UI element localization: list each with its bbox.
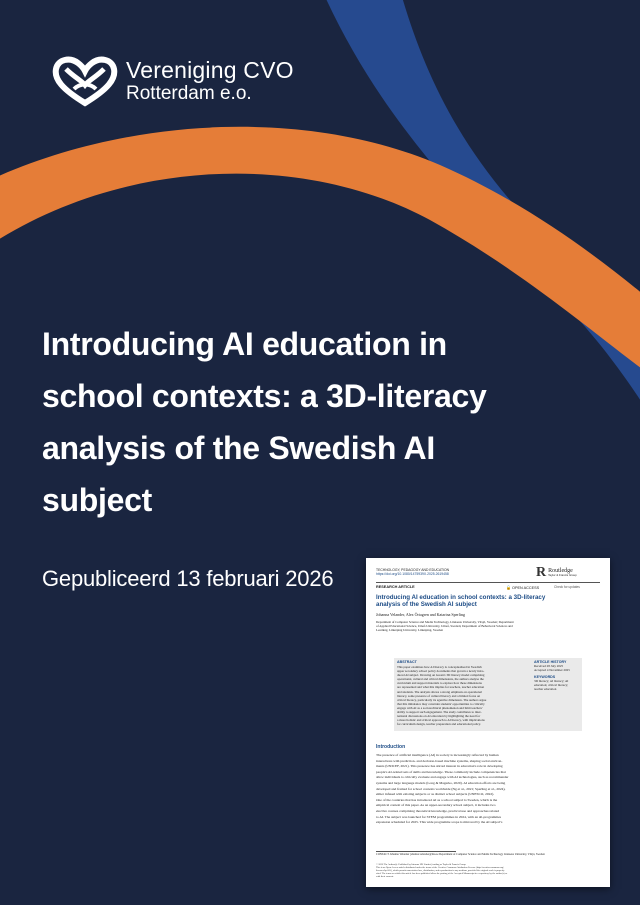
intro-text — [376, 753, 604, 826]
keywords-line: 3D literacy; AI literacy; AI — [534, 679, 569, 683]
title-line: subject — [42, 482, 152, 518]
keywords-label: KEYWORDS — [534, 675, 556, 679]
intro-line: One of the countries that has introduced AI as a school subject is Sweden, which is the — [376, 797, 498, 802]
abstract-line: critical literacy, particularly its agentive dimension. The authors argue — [397, 697, 487, 702]
history-line: Received 28 July 2025 — [534, 664, 564, 668]
publisher-name: Routledge — [548, 568, 573, 575]
publication-date: Gepubliceerd 13 februari 2026 — [42, 566, 334, 591]
abstract-label: ABSTRACT — [397, 660, 417, 664]
abstract-line: engage with AI as a sociotechnical phenomenon and limit teachers' — [397, 705, 483, 710]
abstract-line: curriculum and support materials to explore how these dimensions — [397, 681, 482, 686]
intro-heading: Introduction — [376, 744, 406, 750]
abstract-text — [397, 665, 525, 726]
article-meta — [534, 660, 580, 691]
intro-line: people's AI-related sets of skills and knowledge. These commonly include competencies that — [376, 769, 506, 774]
abstract-line: for curriculum design, teacher preparation and educational policy. — [397, 722, 481, 727]
history-line: Accepted 4 November 2025 — [534, 668, 570, 672]
open-access-label: OPEN ACCESS — [511, 585, 540, 590]
footnote-rule — [376, 851, 456, 852]
affiliation-line: Department of Computer Science and Media Technology, Linnaeus University, Växjö, Sweden; Department — [376, 620, 514, 624]
affiliation-line: of Applied Educational Science, Umeå University, Umeå, Sweden; Department of Behavioral Sciences and — [376, 623, 513, 628]
abstract-line: a more holistic and critical approach to AI literacy, with implications — [397, 718, 485, 723]
intro-line: developed and framed for school contexts worldwide (Ng et al., 2021; Sperling et al., 2024), — [376, 786, 506, 791]
footer-line: with their consent. — [376, 875, 394, 878]
doi-link[interactable]: https://doi.org/10.1080/1475939X.2025.2619458 — [376, 572, 449, 576]
abstract-line: literacy, some presence of cultural literacy and a limited focus on — [397, 693, 481, 698]
paper-affiliations — [376, 621, 602, 633]
abstract-line: operational, cultural and critical dimensions, the authors analyse the — [397, 677, 484, 682]
abstract-line: ability to support such engagement. The study contributes to inter- — [397, 710, 482, 715]
article-type: RESEARCH ARTICLE — [376, 585, 415, 589]
brand-logo[interactable] — [52, 55, 294, 107]
footer-line: This is an Open Access article distributed under the terms of the Creative Commons Attribution License (http://creativecommons.org/ — [376, 866, 504, 869]
title-line: analysis of the Swedish AI — [42, 430, 435, 466]
title-line: Introducing AI education in — [42, 326, 447, 362]
journal-name: TECHNOLOGY, PEDAGOGY AND EDUCATION — [376, 568, 450, 572]
footer-line: cited. The terms on which this article has been published allow the posting of the Accepted Manuscript in a repository by the author(s) or — [376, 872, 508, 875]
intro-line: expansion scheduled for 2025. This wide programme scope is mirrored by the AI subject's — [376, 820, 503, 825]
abstract-line: that this imbalance may constrain students' opportunities to critically — [397, 701, 485, 706]
routledge-r-icon: R — [536, 565, 547, 580]
paper-title-line: analysis of the Swedish AI subject — [376, 601, 477, 609]
brand-name-line1: Vereniging CVO — [126, 57, 294, 83]
paper-thumbnail[interactable] — [366, 558, 610, 887]
abstract-line: national discussions on AI education by highlighting the need for — [397, 714, 481, 719]
contact-line: CONTACT Johanna Velander johanna.velander@lnu.se Department of Computer Science and Media Technology Linnaeus University, Växjö, Sweden — [376, 853, 545, 856]
abstract-line: and students. The analysis shows a strong emphasis on operational — [397, 689, 482, 694]
title-line: school contexts: a 3D-literacy — [42, 378, 487, 414]
paper-title — [376, 594, 600, 609]
history-label: ARTICLE HISTORY — [534, 660, 567, 664]
intro-line: ments (UNICEF, 2021). This presence has stirred interest in education's role in developing — [376, 764, 503, 769]
footer-line: © 2026 The Author(s). Published by Informa UK Limited, trading as Taylor & Francis Group. — [376, 863, 467, 866]
heart-knot-icon — [52, 55, 118, 107]
abstract-line: are represented and what this implies for teachers, teacher education — [397, 685, 485, 690]
abstract-line: upper secondary school policy documents that govern a newly intro- — [397, 669, 485, 674]
publisher-logo — [536, 566, 577, 580]
paper-title-line: Introducing AI education in school contexts: a 3D-literacy — [376, 594, 546, 601]
open-access-badge — [506, 585, 539, 590]
abstract-line: This paper examines how AI literacy is conceptualised in Swedish — [397, 665, 482, 669]
intro-line: allow individuals to critically evaluate and engage with AI technologies, such as recommender — [376, 775, 509, 780]
keywords-line: education; critical literacy; — [534, 683, 569, 687]
intro-line: The presence of artificial intelligence (AI) in society is increasingly reflected by human — [376, 753, 499, 757]
footer-line: licenses/by/4.0/), which permits unrestricted use, distribution, and reproduction in any medium, provided the original work is properly — [376, 869, 505, 872]
affiliation-line: Learning, Linköping University, Linköping, Sweden — [376, 627, 443, 632]
abstract-line: duced AI subject. Drawing on Green's 3D literacy model comprising — [397, 673, 485, 678]
publisher-sub: Taylor & Francis Group — [548, 573, 577, 578]
intro-line: either infused with existing subjects or as distinct school subjects (UNESCO, 2022). — [376, 792, 495, 797]
open-lock-icon: 🔓 — [506, 585, 511, 590]
intro-line: systems and large language models (Long & Magerko, 2020). AI education efforts are being — [376, 780, 506, 785]
intro-line: interactions with prediction- and decision-based machine systems, shaping social environ- — [376, 758, 503, 763]
document-title — [42, 318, 562, 526]
intro-line: elective courses comprising theoretical knowledge, practical use and approaches related — [376, 808, 500, 813]
header-rule — [376, 582, 600, 583]
check-updates-button[interactable]: Check for updates — [554, 585, 580, 589]
intro-line: empirical context of this paper. As an upper-secondary school subject, it includes two — [376, 803, 496, 808]
paper-authors: Johanna Velander, Alex Örtagren and Katarina Sperling — [376, 612, 465, 617]
brand-name-line2: Rotterdam e.o. — [126, 83, 252, 104]
intro-line: to AI. The subject was launched for STEM programmes in 2024, with an all-programmes — [376, 814, 502, 819]
keywords-line: teacher education — [534, 687, 557, 691]
brand-name — [126, 57, 294, 105]
license-footer — [376, 863, 602, 878]
